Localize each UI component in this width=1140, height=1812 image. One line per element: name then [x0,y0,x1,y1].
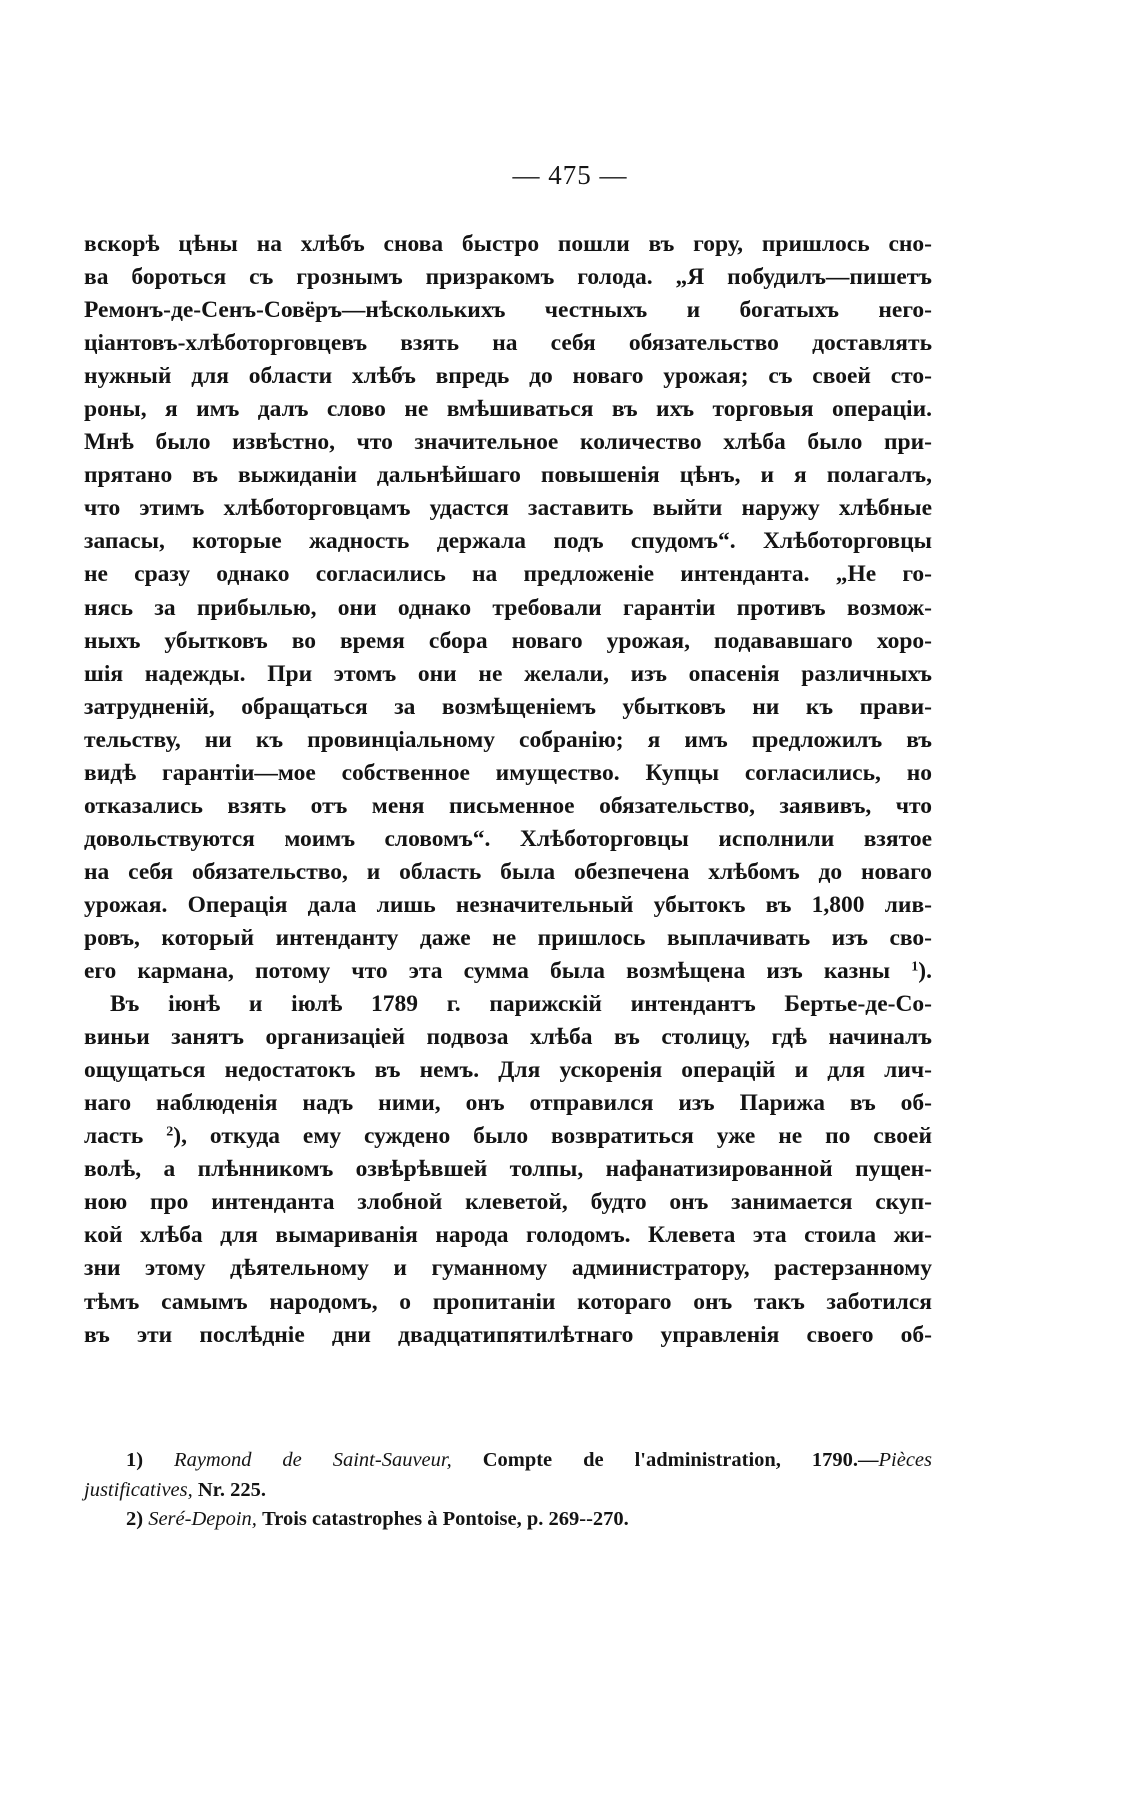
text-line: тѣмъ самымъ народомъ, о пропитаніи котораго онъ такъ заботился [84,1288,932,1315]
text-line: въ эти послѣдніе дни двадцатипятилѣтнаго управленія своего об- [84,1321,932,1348]
footnote-ref-2[interactable]: 2 [166,1123,174,1140]
text-line: ныхъ убытковъ во время сбора новаго урожая, подававшаго хоро- [84,627,932,654]
text-line: ва бороться съ грознымъ призракомъ голода. „Я побудилъ—пишетъ [84,264,932,291]
text-line: нужный для области хлѣбъ впредь до новаго урожая; съ своей сто- [84,363,932,390]
footnote-text: Compte de l'administration, 1790.— [482,1449,879,1471]
footnote-author: Seré-Depoin, [148,1508,257,1530]
text-line: ощущаться недостатокъ въ немъ. Для ускоренія операцій и для лич- [84,1057,932,1084]
text-line: Мнѣ было извѣстно, что значительное количество хлѣба было при- [84,429,932,456]
text-line: ласть $^2$), откуда ему суждено было возвратиться уже не по своей [84,1123,932,1150]
text-line: не сразу однако согласились на предложеніе интенданта. „Не го- [84,561,932,588]
footnote-1 [84,1446,932,1476]
text-line: запасы, которые жадность держала подъ спудомъ“. Хлѣботорговцы [84,528,932,555]
text-line: отказались взять отъ меня письменное обязательство, заявивъ, что [84,792,932,819]
footnote-text: Nr. 225. [197,1478,267,1501]
footnote-1-continuation [84,1476,932,1506]
text-line: зни этому дѣятельному и гуманному администратору, растерзанному [84,1255,932,1282]
text-line: урожая. Операція дала лишь незначительный убытокъ въ 1,800 лив- [84,891,932,918]
page-number: — 475 — [512,160,628,190]
text-line: тельству, ни къ провинціальному собранію; я имъ предложилъ въ [84,726,932,753]
body-text [84,228,932,1352]
footnote-text: Trois catastrophes à Pontoise, p. 269--270. [262,1508,629,1530]
text-line: его кармана, потому что эта сумма была возмѣщена изъ казны $^1$). [84,958,932,985]
text-line: Ремонъ-де-Сенъ-Совёръ—нѣсколькихъ честныхъ и богатыхъ него- [84,297,932,324]
text-line: шія надежды. При этомъ они не желали, изъ опасенія различныхъ [84,660,932,687]
text-line: довольствуются моимъ словомъ“. Хлѣботорговцы исполнили взятое [84,825,932,852]
text-line: волѣ, а плѣнникомъ озвѣрѣвшей толпы, нафанатизированной пущен- [84,1156,932,1183]
footnote-2 [84,1505,932,1535]
footnote-ref-1[interactable]: 1 [911,958,919,975]
footnote-marker: 2) [126,1508,144,1530]
text-line: прятано въ выжиданіи дальнѣйшаго повышенія цѣнъ, и я полагалъ, [84,462,932,489]
text-line: видѣ гарантіи—мое собственное имущество. Купцы согласились, но [84,759,932,786]
footnote-marker: 1) [126,1449,144,1471]
footnote-author: Raymond de Saint-Sauveur, [174,1449,452,1471]
text-line: ровъ, который интенданту даже не пришлось выплачивать изъ сво- [84,924,932,951]
text-line: кой хлѣба для вымариванія народа голодомъ. Клевета эта стоила жи- [84,1222,932,1249]
text-line-paragraph-start: Въ іюнѣ и іюлѣ 1789 г. парижскій интендантъ Бертье-де-Со- [110,991,932,1018]
text-line: нясь за прибылью, они однако требовали гарантіи противъ возмож- [84,594,932,621]
text-line: затрудненій, обращаться за возмѣщеніемъ убытковъ ни къ прави- [84,693,932,720]
text-line: ною про интенданта злобной клеветой, будто онъ занимается скуп- [84,1189,932,1216]
footnote-italic: justificatives, [84,1478,193,1501]
text-line: виньи занятъ организаціей подвоза хлѣба въ столицу, гдѣ начиналъ [84,1024,932,1051]
text-line: роны, я имъ далъ слово не вмѣшиваться въ ихъ торговыя операціи. [84,396,932,423]
text-line: на себя обязательство, и область была обезпечена хлѣбомъ до новаго [84,858,932,885]
text-line: ціантовъ-хлѣботорговцевъ взять на себя обязательство доставлять [84,330,932,357]
text-line: наго наблюденія надъ ними, онъ отправился изъ Парижа въ об- [84,1090,932,1117]
text-line: что этимъ хлѣботорговцамъ удастся заставить выйти наружу хлѣбные [84,495,932,522]
footnote-italic: Pièces [878,1449,933,1471]
text-line: вскорѣ цѣны на хлѣбъ снова быстро пошли въ гору, пришлось сно- [84,231,932,257]
footnotes [84,1446,932,1535]
